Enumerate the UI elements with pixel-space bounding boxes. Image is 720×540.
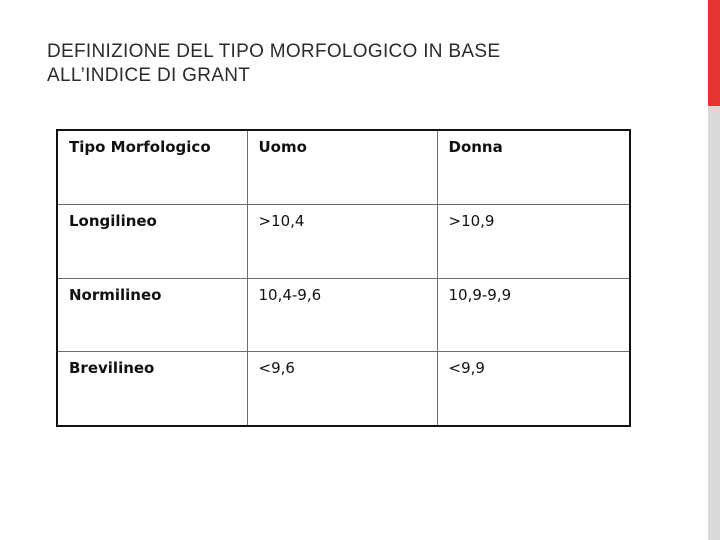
slide-title-line-2: ALL’INDICE DI GRANT xyxy=(47,65,251,86)
slide-title xyxy=(47,40,647,88)
table-row xyxy=(58,352,629,426)
slide-accent-bar xyxy=(708,0,720,540)
row-man-cell: >10,4 xyxy=(247,205,437,279)
row-type-cell: Brevilineo xyxy=(58,352,247,426)
row-woman-cell: >10,9 xyxy=(437,205,629,279)
morphology-table xyxy=(56,129,631,427)
header-cell-woman: Donna xyxy=(437,131,629,205)
row-man-cell: <9,6 xyxy=(247,352,437,426)
row-man-cell: 10,4-9,6 xyxy=(247,278,437,352)
row-type-cell: Normilineo xyxy=(58,278,247,352)
row-type-cell: Longilineo xyxy=(58,205,247,279)
table-row xyxy=(58,278,629,352)
header-cell-type: Tipo Morfologico xyxy=(58,131,247,205)
row-woman-cell: <9,9 xyxy=(437,352,629,426)
table-header-row xyxy=(58,131,629,205)
morphology-table-grid xyxy=(58,131,629,425)
row-woman-cell: 10,9-9,9 xyxy=(437,278,629,352)
slide-title-line-1: DEFINIZIONE DEL TIPO MORFOLOGICO IN BASE xyxy=(47,41,501,62)
table-row xyxy=(58,205,629,279)
slide-accent-red-block xyxy=(708,0,720,106)
header-cell-man: Uomo xyxy=(247,131,437,205)
